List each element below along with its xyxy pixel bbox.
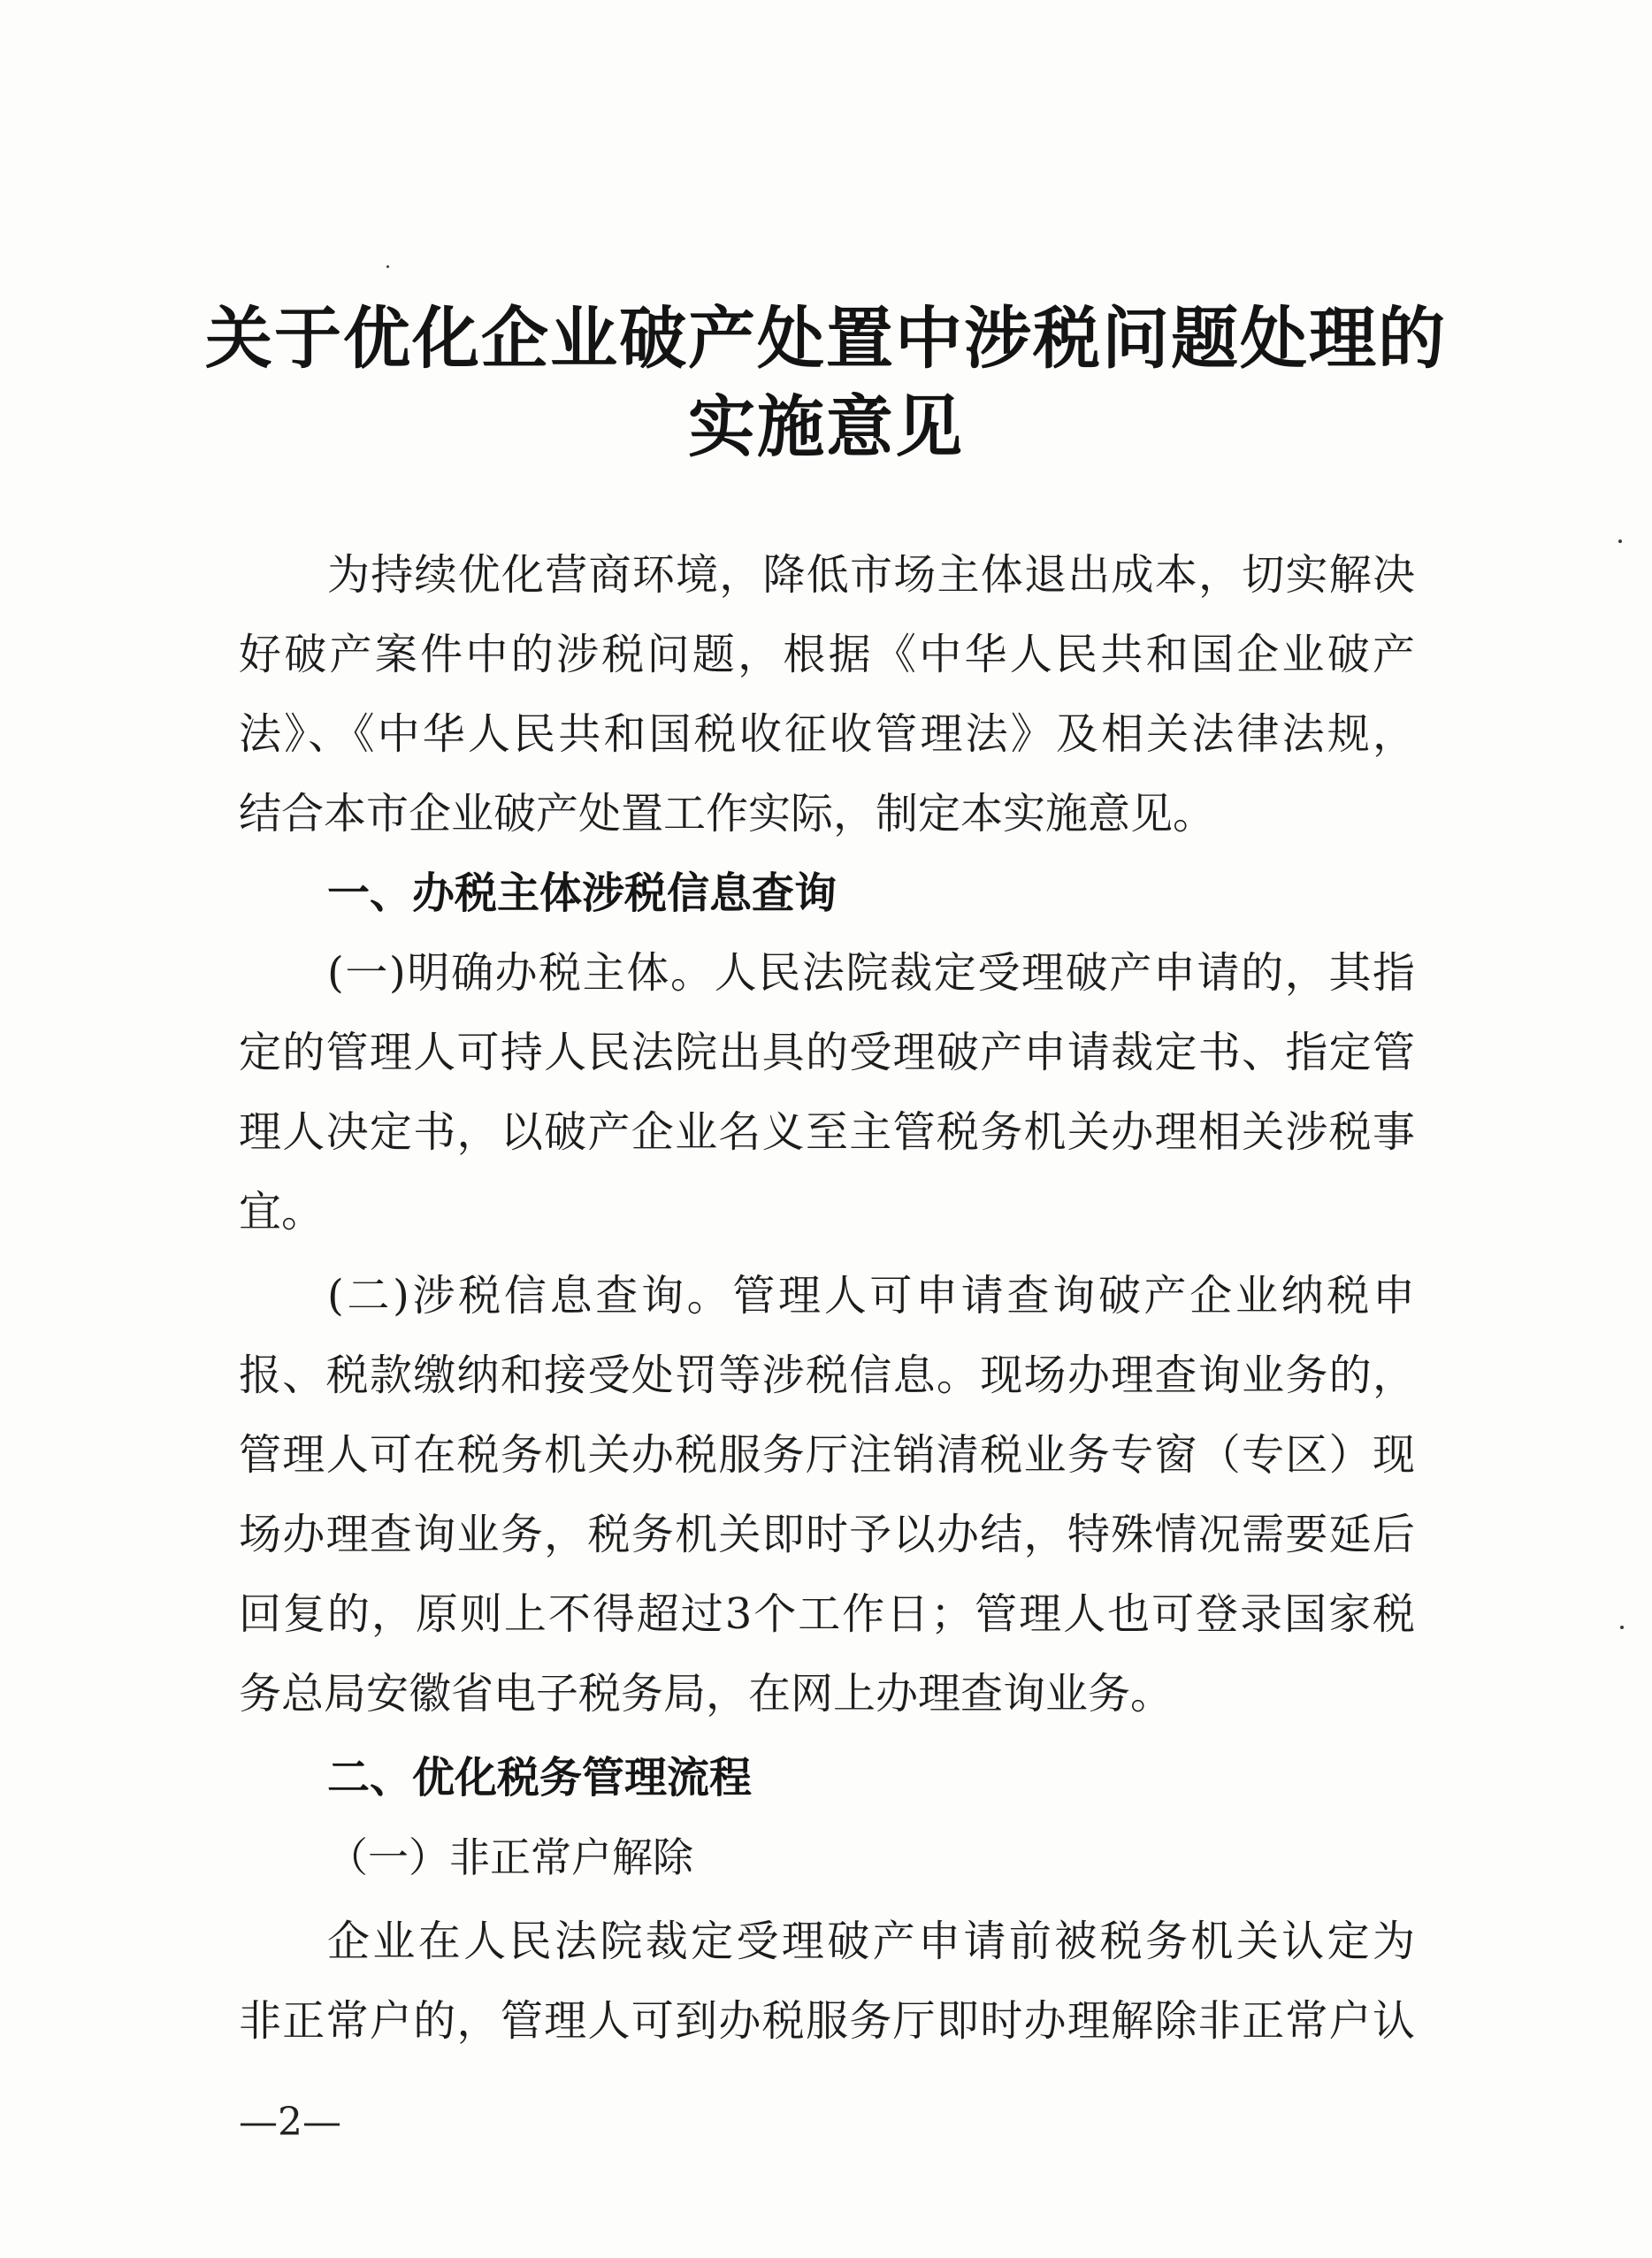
section-1-item-1-line: 理人决定书，以破产企业名义至主管税务机关办理相关涉税事 bbox=[239, 1107, 1415, 1157]
section-1-item-1-line: (一)明确办税主体。人民法院裁定受理破产申请的，其指 bbox=[327, 948, 1415, 998]
page-number: —2— bbox=[239, 2100, 341, 2145]
section-1-item-2-line: 回复的，原则上不得超过3个工作日；管理人也可登录国家税 bbox=[239, 1589, 1415, 1639]
section-1-item-2-line: 场办理查询业务，税务机关即时予以办结，特殊情况需要延后 bbox=[239, 1510, 1415, 1559]
section-2-subheading: （一）非正常户解除 bbox=[327, 1833, 693, 1881]
preamble-line: 结合本市企业破产处置工作实际，制定本实施意见。 bbox=[239, 789, 1216, 838]
section-2-para-line: 企业在人民法院裁定受理破产申请前被税务机关认定为 bbox=[327, 1917, 1415, 1966]
section-2-heading: 二、优化税务管理流程 bbox=[327, 1753, 753, 1803]
document-title-line-2: 实施意见 bbox=[688, 387, 964, 466]
section-1-item-1-line: 宜。 bbox=[239, 1187, 325, 1236]
scan-speck bbox=[1620, 1626, 1624, 1629]
section-1-item-2-line: (二)涉税信息查询。管理人可申请查询破产企业纳税申 bbox=[327, 1271, 1415, 1320]
section-1-heading: 一、办税主体涉税信息查询 bbox=[327, 869, 837, 918]
scan-speck bbox=[1618, 540, 1622, 543]
section-2-para-line: 非正常户的，管理人可到办税服务厅即时办理解除非正常户认 bbox=[239, 1996, 1415, 2046]
section-1-item-2-line: 管理人可在税务机关办税服务厅注销清税业务专窗（专区）现 bbox=[239, 1430, 1415, 1480]
section-1-item-2-line: 务总局安徽省电子税务局，在网上办理查询业务。 bbox=[239, 1669, 1174, 1718]
preamble-line: 为持续优化营商环境，降低市场主体退出成本，切实解决 bbox=[327, 550, 1415, 600]
section-1-item-2-line: 报、税款缴纳和接受处罚等涉税信息。现场办理查询业务的， bbox=[239, 1351, 1415, 1400]
preamble-line: 法》、《中华人民共和国税收征收管理法》及相关法律法规， bbox=[239, 709, 1415, 759]
preamble-line: 好破产案件中的涉税问题，根据《中华人民共和国企业破产 bbox=[239, 630, 1415, 679]
document-title-line-1: 关于优化企业破产处置中涉税问题处理的 bbox=[205, 299, 1447, 378]
scan-speck bbox=[386, 265, 389, 268]
section-1-item-1-line: 定的管理人可持人民法院出具的受理破产申请裁定书、指定管 bbox=[239, 1028, 1415, 1077]
